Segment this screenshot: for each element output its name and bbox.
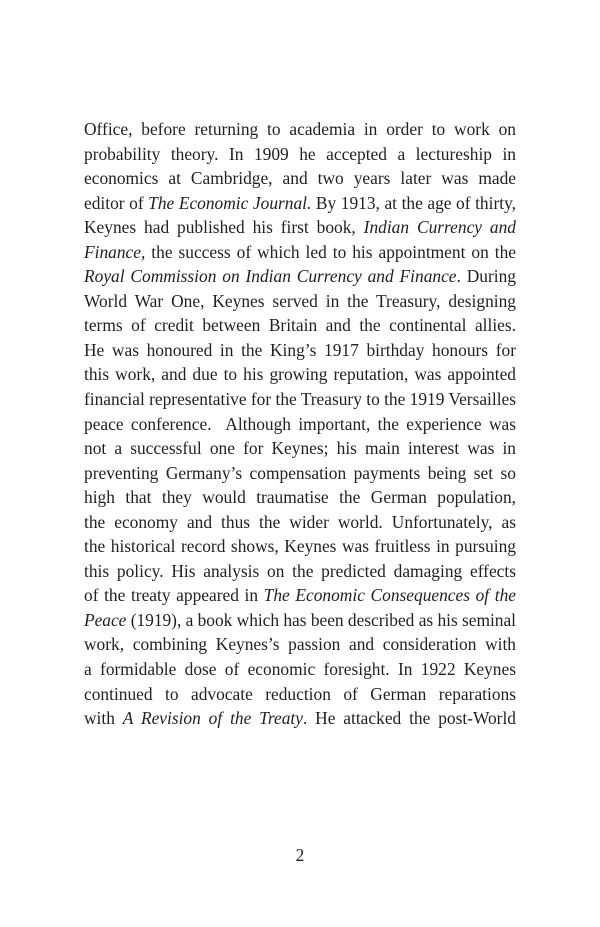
- text-run: probability theory. In 1909 he accepted a lectureship in: [84, 143, 516, 164]
- text-run: terms of credit between Britain and the continental allies.: [84, 315, 516, 336]
- text-run: . He attacked the post-World: [302, 708, 517, 729]
- text-run: with: [84, 708, 123, 729]
- text-run: a formidable dose of economic foresight. In 1922 Keynes: [84, 659, 516, 680]
- text-run: preventing Germany’s compensation payments being set so: [84, 462, 516, 483]
- text-line: [84, 142, 516, 167]
- text-line: [84, 387, 516, 412]
- text-line: [84, 289, 516, 314]
- text-run: of the treaty appeared in: [84, 585, 264, 606]
- text-line: [84, 166, 516, 191]
- text-line: [84, 338, 516, 363]
- text-run: not a successful one for Keynes; his main interest was in: [84, 438, 516, 459]
- text-run: By 1913, at the age of thirty,: [311, 192, 516, 213]
- italic-title-text: Royal Commission on Indian Currency and Finance: [84, 266, 457, 287]
- italic-title-text: The Economic Journal.: [148, 192, 312, 213]
- text-run: financial representative for the Treasury to the 1919 Versailles: [84, 389, 516, 410]
- text-line: [84, 117, 516, 142]
- text-line: [84, 313, 516, 338]
- text-line: [84, 632, 516, 657]
- text-run: . During: [456, 266, 516, 287]
- text-run: economics at Cambridge, and two years later was made: [84, 168, 516, 189]
- text-run: the success of which led to his appointment on the: [145, 241, 516, 262]
- text-run: peace conference. Although important, the experience was: [84, 413, 516, 434]
- text-run: work, combining Keynes’s passion and consideration with: [84, 634, 516, 655]
- text-line: [84, 412, 516, 437]
- text-line: [84, 608, 516, 633]
- text-run: high that they would traumatise the German population,: [84, 487, 516, 508]
- text-line: [84, 362, 516, 387]
- page-number: 2: [295, 845, 305, 865]
- text-run: World War One, Keynes served in the Treasury, designing: [84, 290, 516, 311]
- text-run: continued to advocate reduction of German reparations: [84, 683, 516, 704]
- text-line: [84, 510, 516, 535]
- text-line: [84, 534, 516, 559]
- italic-title-text: Indian Currency and: [363, 217, 516, 238]
- text-run: editor of: [84, 192, 149, 213]
- text-line: [84, 215, 516, 240]
- text-run: Keynes had published his first book,: [84, 217, 364, 238]
- text-run: Office, before returning to academia in order to work on: [84, 119, 516, 139]
- text-line: [84, 583, 516, 608]
- text-run: the economy and thus the wider world. Unfortunately, as: [84, 511, 516, 532]
- italic-title-text: Peace: [84, 609, 127, 630]
- body-paragraph: [84, 117, 516, 731]
- text-run: the historical record shows, Keynes was fruitless in pursuing: [84, 536, 516, 557]
- text-line: [84, 264, 516, 289]
- text-line: [84, 485, 516, 510]
- text-line: [84, 706, 516, 731]
- text-line: [84, 461, 516, 486]
- text-line: [84, 240, 516, 265]
- text-line: [84, 191, 516, 216]
- text-line: [84, 682, 516, 707]
- text-line: [84, 657, 516, 682]
- italic-title-text: The Economic Consequences of the: [263, 585, 517, 606]
- text-run: this work, and due to his growing reputation, was appointed: [84, 364, 516, 385]
- text-run: He was honoured in the King’s 1917 birthday honours for: [84, 339, 516, 360]
- text-line: [84, 436, 516, 461]
- text-line: [84, 559, 516, 584]
- italic-title-text: A Revision of the Treaty: [122, 708, 303, 729]
- italic-title-text: Finance,: [84, 241, 146, 262]
- text-run: (1919), a book which has been described as his seminal: [126, 609, 516, 630]
- text-run: this policy. His analysis on the predicted damaging effects: [84, 560, 516, 581]
